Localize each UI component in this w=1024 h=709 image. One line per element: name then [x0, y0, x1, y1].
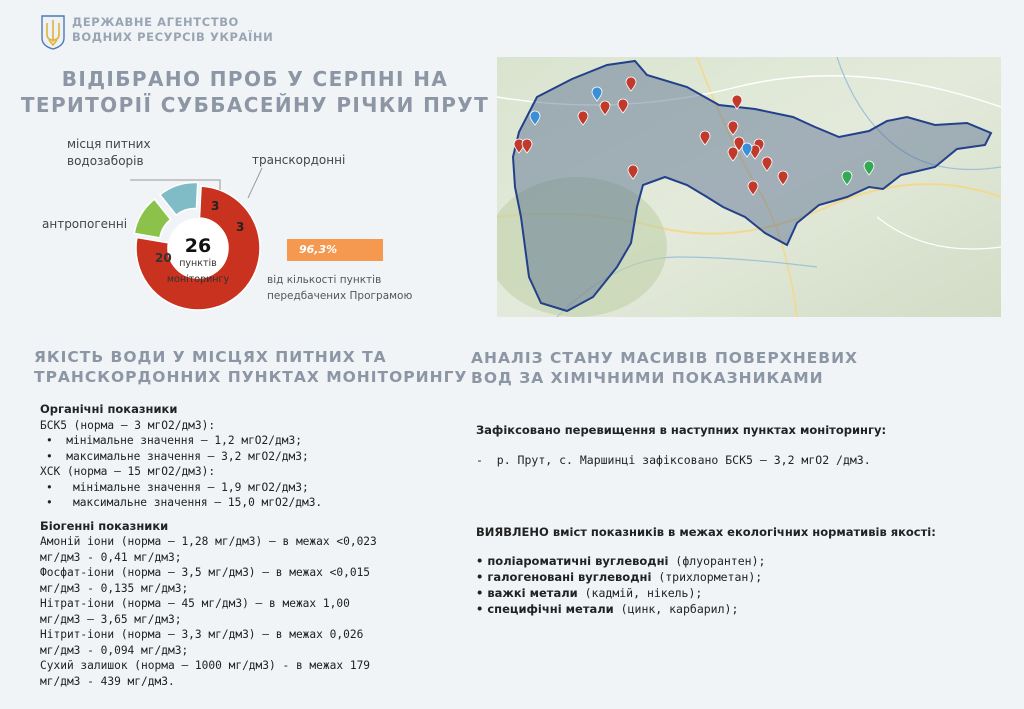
donut-center-label-1: пунктів	[179, 258, 217, 269]
hsk-max: • максимальне значення – 15,0 мгО2/дм3.	[46, 496, 323, 509]
found-list	[476, 553, 1006, 617]
agency-name	[72, 15, 273, 45]
agency-line-2: ВОДНИХ РЕСУРСІВ УКРАЇНИ	[72, 30, 274, 44]
exceedance-heading: Зафіксовано перевищення в наступних пунктах моніторингу:	[476, 423, 887, 437]
section-title-analysis-line-2: ВОД ЗА ХІМІЧНИМИ ПОКАЗНИКАМИ	[471, 369, 824, 387]
agency-line-1: ДЕРЖАВНЕ АГЕНТСТВО	[72, 15, 239, 29]
residue-line-1: Сухий залишок (норма – 1000 мг/дм3) - в межах 179	[40, 659, 371, 672]
analysis-findings	[476, 423, 1006, 617]
hsk-max-text: максимальне значення – 15,0 мгО2/дм3.	[72, 496, 323, 509]
organic-heading: Органічні показники	[40, 402, 178, 416]
section-title-analysis	[471, 348, 858, 388]
title-line-1: ВІДІБРАНО ПРОБ У СЕРПНІ НА	[61, 67, 449, 91]
nitrate-line-2: мг/дм3 – 3,65 мг/дм3;	[40, 612, 182, 626]
found-item-detail: (трихлорметан);	[651, 570, 763, 584]
label-transboundary: транскордонні	[252, 153, 346, 167]
found-item-name: • специфічні метали	[476, 602, 614, 616]
slice-label-drinking: 3	[211, 199, 220, 213]
note-line-2: передбачених Програмою	[267, 290, 413, 302]
found-list-item	[476, 553, 1006, 569]
bsk-norm: БСК5 (норма – 3 мгО2/дм3):	[40, 418, 216, 432]
found-item-detail: (флуорантен);	[668, 554, 766, 568]
bsk-min-text: мінімальне значення – 1,2 мгО2/дм3;	[66, 434, 302, 447]
donut-center-value: 26	[184, 235, 212, 257]
biogenic-heading: Біогенні показники	[40, 518, 169, 533]
nitrite-line-2: мг/дм3 - 0,094 мг/дм3;	[40, 643, 189, 657]
label-drinking-line-1: місця питних	[67, 137, 151, 151]
note-line-1: від кількості пунктів	[267, 274, 382, 286]
prut-subbasin-map[interactable]	[497, 57, 1001, 317]
found-item-name: • поліароматичні вуглеводні	[476, 554, 669, 568]
found-heading: ВИЯВЛЕНО вміст показників в межах екологічних нормативів якості:	[476, 525, 936, 539]
found-list-item	[476, 585, 1006, 601]
program-coverage-percent: 96,3%	[287, 239, 383, 261]
label-anthropogenic: антропогенні	[42, 217, 128, 231]
nitrate-line-1: Нітрат-іони (норма – 45 мг/дм3) – в межах 1,00	[40, 597, 350, 610]
residue-line-2: мг/дм3 - 439 мг/дм3.	[40, 674, 175, 688]
nitrite-line-1: Нітрит-іони (норма – 3,3 мг/дм3) – в межах 0,026	[40, 628, 364, 641]
phosphate-line-2: мг/дм3 - 0,135 мг/дм3;	[40, 581, 189, 595]
exceedance-item: - р. Прут, с. Маршинці зафіксовано БСК5 – 3,2 мгО2 /дм3.	[476, 453, 871, 467]
section-title-analysis-line-1: АНАЛІЗ СТАНУ МАСИВІВ ПОВЕРХНЕВИХ	[471, 349, 858, 367]
bsk-max-text: максимальне значення – 3,2 мгО2/дм3;	[66, 449, 309, 463]
found-item-name: • галогеновані вуглеводні	[476, 570, 652, 584]
slice-label-anthropogenic: 20	[155, 251, 172, 265]
title-line-2: ТЕРИТОРІЇ СУББАСЕЙНУ РІЧКИ ПРУТ	[20, 93, 490, 117]
section-title-water-quality	[34, 347, 467, 387]
ammonium-line-2: мг/дм3 - 0,41 мг/дм3;	[40, 550, 182, 564]
donut-center-label-2: моніторингу	[166, 274, 230, 285]
bsk-max: • максимальне значення – 3,2 мгО2/дм3;	[46, 449, 309, 463]
found-list-item	[476, 569, 1006, 585]
found-item-detail: (цинк, карбарил);	[613, 602, 739, 616]
found-item-name: • важкі метали	[476, 586, 578, 600]
exceedance-item-text: р. Прут, с. Маршинці зафіксовано БСК5 – 3,2 мгО2 /дм3.	[496, 453, 871, 467]
label-drinking-water-intakes	[67, 136, 151, 170]
label-drinking-line-2: водозаборів	[67, 154, 144, 168]
section-title-water-quality-line-2: ТРАНСКОРДОННИХ ПУНКТАХ МОНІТОРИНГУ	[34, 368, 468, 386]
hsk-min: • мінімальне значення – 1,9 мгО2/дм3;	[46, 480, 309, 494]
water-quality-indicators	[40, 402, 430, 689]
page-title	[20, 66, 490, 118]
bsk-min: • мінімальне значення – 1,2 мгО2/дм3;	[46, 434, 302, 447]
ammonium-line-1: Амоній іони (норма – 1,28 мг/дм3) – в межах <0,023	[40, 535, 377, 548]
trident-logo-icon	[40, 14, 66, 50]
found-item-detail: (кадмій, нікель);	[577, 586, 703, 600]
hsk-norm: ХСК (норма – 15 мгО2/дм3):	[40, 465, 216, 478]
hsk-min-text: мінімальне значення – 1,9 мгО2/дм3;	[72, 480, 309, 494]
slice-label-transboundary: 3	[236, 220, 245, 234]
section-title-water-quality-line-1: ЯКІСТЬ ВОДИ У МІСЦЯХ ПИТНИХ ТА	[34, 348, 387, 366]
phosphate-line-1: Фосфат-іони (норма – 3,5 мг/дм3) – в межах <0,015	[40, 566, 371, 579]
found-list-item	[476, 601, 1006, 617]
program-coverage-note	[267, 272, 427, 304]
